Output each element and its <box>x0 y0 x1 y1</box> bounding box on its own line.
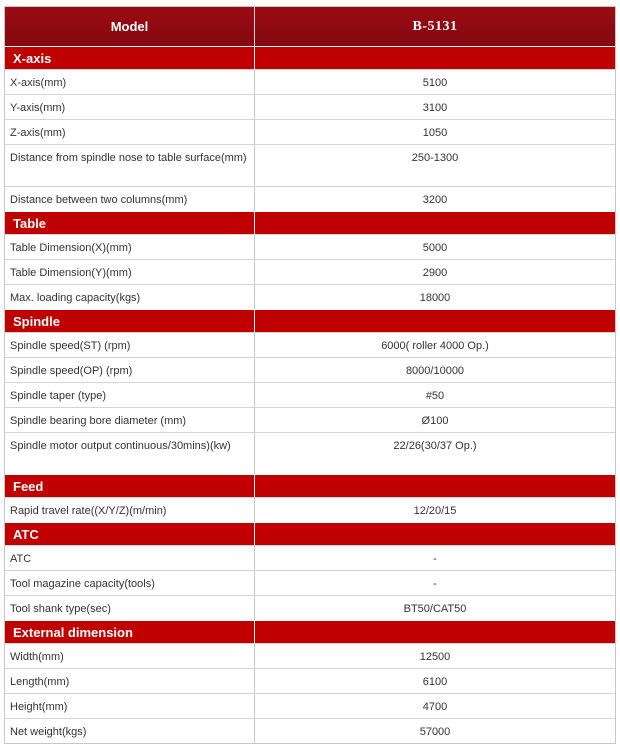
row-value: 5000 <box>422 242 448 254</box>
model-value: B-5131 <box>412 18 458 34</box>
table-row <box>5 718 615 743</box>
row-label: Rapid travel rate((X/Y/Z)(m/min) <box>5 498 255 522</box>
row-value: Ø100 <box>421 415 449 427</box>
table-header-row <box>5 7 615 46</box>
section-x-axis <box>5 46 615 69</box>
section-feed <box>5 474 615 497</box>
table-row <box>5 668 615 693</box>
row-value: 8000/10000 <box>405 365 465 377</box>
section-title: Table <box>5 212 255 234</box>
row-label: ATC <box>5 546 255 570</box>
row-value: 6100 <box>422 676 448 688</box>
row-label: Net weight(kgs) <box>5 719 255 743</box>
section-atc <box>5 522 615 545</box>
table-row <box>5 69 615 94</box>
row-label: Distance between two columns(mm) <box>5 187 255 211</box>
table-row <box>5 357 615 382</box>
section-title: X-axis <box>5 47 255 69</box>
row-value: 2900 <box>422 267 448 279</box>
table-row <box>5 332 615 357</box>
row-value: 250-1300 <box>411 152 459 164</box>
row-value: - <box>433 553 437 565</box>
table-row <box>5 284 615 309</box>
section-title: ATC <box>5 523 255 545</box>
table-row <box>5 407 615 432</box>
table-row <box>5 259 615 284</box>
model-label: Model <box>5 7 255 46</box>
row-value: 4700 <box>422 701 448 713</box>
row-value: 12500 <box>419 651 451 663</box>
row-label: Tool magazine capacity(tools) <box>5 571 255 595</box>
table-row <box>5 595 615 620</box>
row-value: 12/20/15 <box>413 505 457 517</box>
table-row <box>5 432 615 474</box>
table-row <box>5 570 615 595</box>
row-value: - <box>433 578 437 590</box>
row-label: Spindle taper (type) <box>5 383 255 407</box>
row-label: Height(mm) <box>5 694 255 718</box>
table-row <box>5 234 615 259</box>
section-title: Feed <box>5 475 255 497</box>
table-row <box>5 94 615 119</box>
row-label: Z-axis(mm) <box>5 120 255 144</box>
spec-table <box>4 6 616 744</box>
row-value: 18000 <box>419 292 451 304</box>
table-row <box>5 144 615 186</box>
section-table <box>5 211 615 234</box>
table-row <box>5 545 615 570</box>
row-label: Tool shank type(sec) <box>5 596 255 620</box>
table-row <box>5 382 615 407</box>
row-label: Table Dimension(X)(mm) <box>5 235 255 259</box>
row-label: Distance from spindle nose to table surface(mm) <box>5 145 255 186</box>
table-row <box>5 497 615 522</box>
table-row <box>5 643 615 668</box>
row-value: 6000( roller 4000 Op.) <box>381 340 489 352</box>
row-value: 5100 <box>422 77 448 89</box>
table-row <box>5 119 615 144</box>
row-value: BT50/CAT50 <box>403 603 467 615</box>
row-label: Spindle bearing bore diameter (mm) <box>5 408 255 432</box>
row-label: Y-axis(mm) <box>5 95 255 119</box>
row-value: 57000 <box>419 726 451 738</box>
row-value: 3100 <box>422 102 448 114</box>
table-row <box>5 186 615 211</box>
row-label: Spindle speed(OP) (rpm) <box>5 358 255 382</box>
section-title: Spindle <box>5 310 255 332</box>
row-label: Max. loading capacity(kgs) <box>5 285 255 309</box>
row-label: Spindle motor output continuous/30mins)(kw) <box>5 433 255 474</box>
section-spindle <box>5 309 615 332</box>
table-row <box>5 693 615 718</box>
row-label: Spindle speed(ST) (rpm) <box>5 333 255 357</box>
row-value: 22/26(30/37 Op.) <box>393 440 477 452</box>
section-title: External dimension <box>5 621 255 643</box>
section-external-dimension <box>5 620 615 643</box>
row-label: X-axis(mm) <box>5 70 255 94</box>
row-value: #50 <box>425 390 445 402</box>
row-label: Width(mm) <box>5 644 255 668</box>
row-value: 3200 <box>422 194 448 206</box>
row-label: Length(mm) <box>5 669 255 693</box>
row-value: 1050 <box>422 127 448 139</box>
row-label: Table Dimension(Y)(mm) <box>5 260 255 284</box>
